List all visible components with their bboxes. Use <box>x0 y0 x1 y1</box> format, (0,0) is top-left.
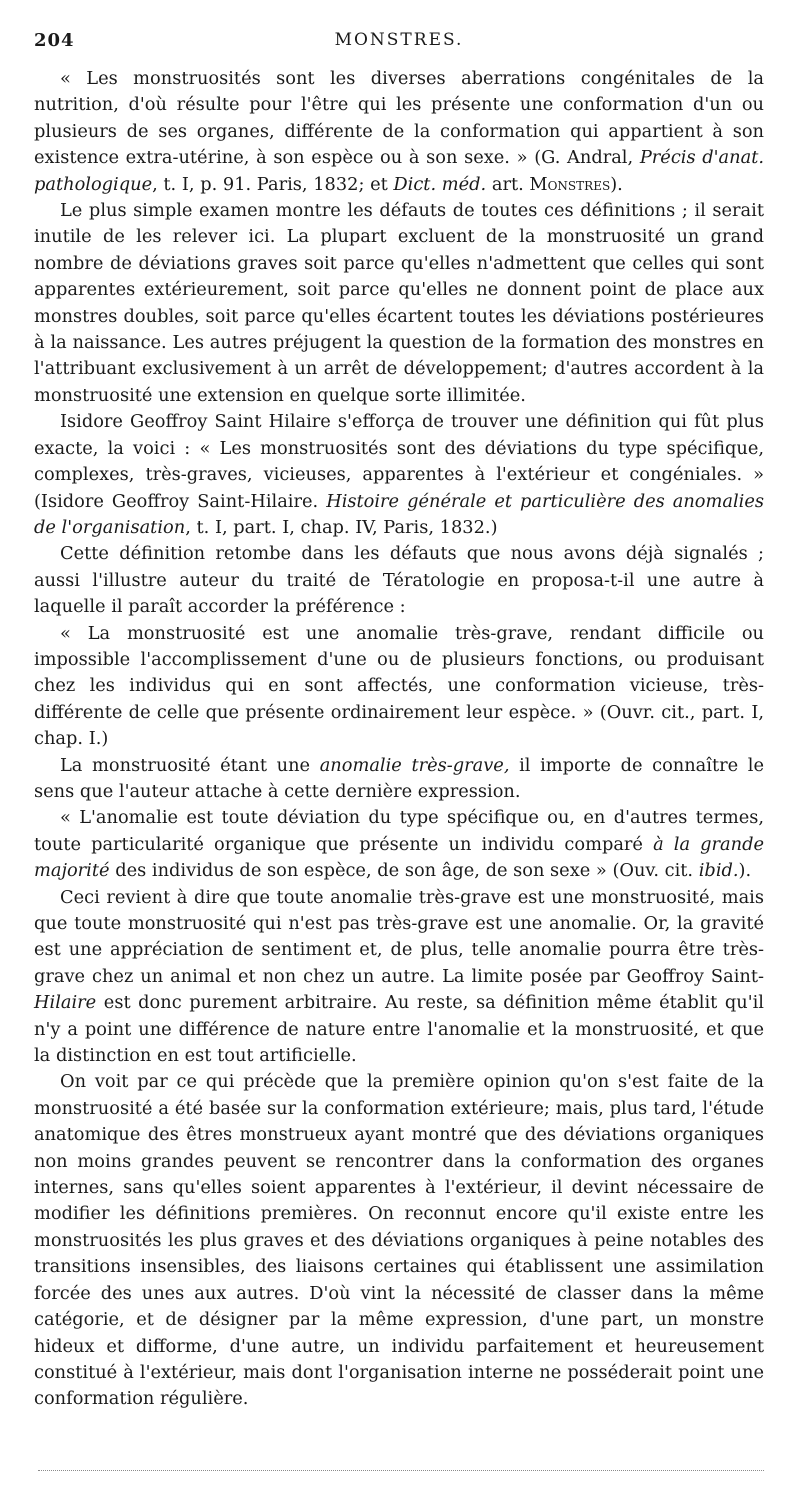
paragraph-anomalie-tres-grave <box>34 753 764 806</box>
paragraph-retombe: Cette définition retombe dans les défauts que nous avons déjà signalés ; aussi l'illustre auteur du traité de Tératologie en proposa-t-il une autre à laquelle il paraît accorder la préférence : <box>34 543 764 618</box>
text-span: Isidore Geoffroy Saint Hilaire s'efforça de trouver une définition qui fût plus exacte, la voici : « Les monstruosités sont des déviations du type spécifique, complexes, très-graves, vicieuses, apparentes à l'extérieur et congéniales. » (Isidore Geoffroy Saint-Hilaire. <box>34 411 764 512</box>
italic-citation: Dict. méd. <box>393 173 487 195</box>
italic-term: à la grande majorité <box>34 833 764 882</box>
text-span: est donc purement arbitraire. Au reste, sa définition même établit qu'il n'y a point une différence de nature entre l'anomalie et la monstruosité, et que la distinction en est tout artificielle. <box>34 992 764 1067</box>
text-span: ). <box>610 173 623 195</box>
italic-citation: Précis d'anat. pathologique <box>34 147 764 195</box>
text-span: , t. I, part. I, chap. IV, Paris, 1832.) <box>185 516 498 538</box>
text-span: art. <box>486 173 530 195</box>
paragraph-critique: Le plus simple examen montre les défauts de toutes ces définitions ; il serait inutile de les relever ici. La plupart excluent de la monstruosité un grand nombre de déviations graves soit parce qu'elles n'admettent que celles qui sont apparentes extérieurement, soit parce qu'elles ne donnent point de place aux monstres doubles, soit parce qu'elles écartent toutes les déviations postérieures à la naissance. Les autres préjugent la question de la formation des monstres en l'attribuant exclusivement à un arrêt de développement; d'autres accordent à la monstruosité une extension en quelque sorte illimitée. <box>34 200 764 406</box>
text-span: « L'anomalie est toute déviation du type spécifique ou, en d'autres termes, toute particularité organique que présente un individu comparé <box>34 807 764 855</box>
text-span: « Les monstruosités sont les diverses aberrations congénitales de la nutrition, d'où résulte pour l'être qui les présente une conformation d'un ou plusieurs de ses organes, différente de la conformation qui appartient à son existence extra-utérine, à son espèce ou à son sexe. » (G. Andral, <box>34 68 764 169</box>
footer-dotted-rule <box>38 1470 764 1471</box>
italic-term: anomalie très-grave, <box>319 754 510 776</box>
text-span: ). <box>738 860 752 882</box>
italic-term: ibid. <box>698 860 739 882</box>
italic-name: Hilaire <box>34 992 97 1014</box>
page-number: 204 <box>34 30 75 51</box>
paragraph-conclusion: On voit par ce qui précède que la première opinion qu'on s'est faite de la monstruosité a été basée sur la conformation extérieure; mais, plus tard, l'étude anatomique des êtres monstrueux ayant montré que des déviations organiques non moins grandes peuvent se rencontrer dans la conformation des organes internes, sans qu'elles soient apparentes à l'extérieur, il devint nécessaire de modifier les définitions premières. On reconnut encore qu'il existe entre les monstruosités les plus graves et des déviations organiques à peine notables des transitions insensibles, des liaisons certaines qui établissent une assimilation forcée des unes aux autres. D'où vint la nécessité de classer dans la même catégorie, et de désigner par la même expression, d'une part, un monstre hideux et difforme, d'une autre, un individu parfaitement et heureusement constitué à l'extérieur, mais dont l'organisation interne ne posséderait point une conformation régulière. <box>34 1071 764 1410</box>
text-span: il importe de connaître le sens que l'auteur attache à cette dernière expression. <box>34 754 764 802</box>
running-title: MONSTRES. <box>334 30 464 50</box>
body-text <box>34 66 764 1413</box>
paragraph-andral-definition <box>34 66 764 198</box>
book-page <box>34 24 764 1413</box>
text-span: , t. I, p. 91. Paris, 1832; et <box>152 173 394 195</box>
italic-citation: Histoire générale et particulière des anomalies de l'organisation <box>34 490 764 538</box>
paragraph-gravite <box>34 885 764 1070</box>
text-span: des individus de son espèce, de son âge, de son sexe » (Ouv. cit. <box>109 860 699 882</box>
paragraph-quote-monstruosite: « La monstruosité est une anomalie très-grave, rendant difficile ou impossible l'accomplissement d'une ou de plusieurs fonctions, ou produisant chez les individus qui en sont affectés, une conformation vicieuse, très-différente de celle que présente ordinairement leur espèce. » (Ouvr. cit., part. I, chap. I.) <box>34 622 764 750</box>
paragraph-geoffroy-definition <box>34 409 764 541</box>
text-span: Ceci revient à dire que toute anomalie très-grave est une monstruosité, mais que toute monstruosité qui n'est pas très-grave est une anomalie. Or, la gravité est une appréciation de sentiment et, de plus, telle anomalie pourra être très-grave chez un animal et non chez un autre. La limite posée par Geoffroy Saint- <box>34 886 764 987</box>
page-header <box>34 24 764 54</box>
text-span: La monstruosité étant une <box>60 754 320 776</box>
paragraph-quote-anomalie <box>34 805 764 884</box>
small-caps-term: Monstres <box>529 173 611 195</box>
